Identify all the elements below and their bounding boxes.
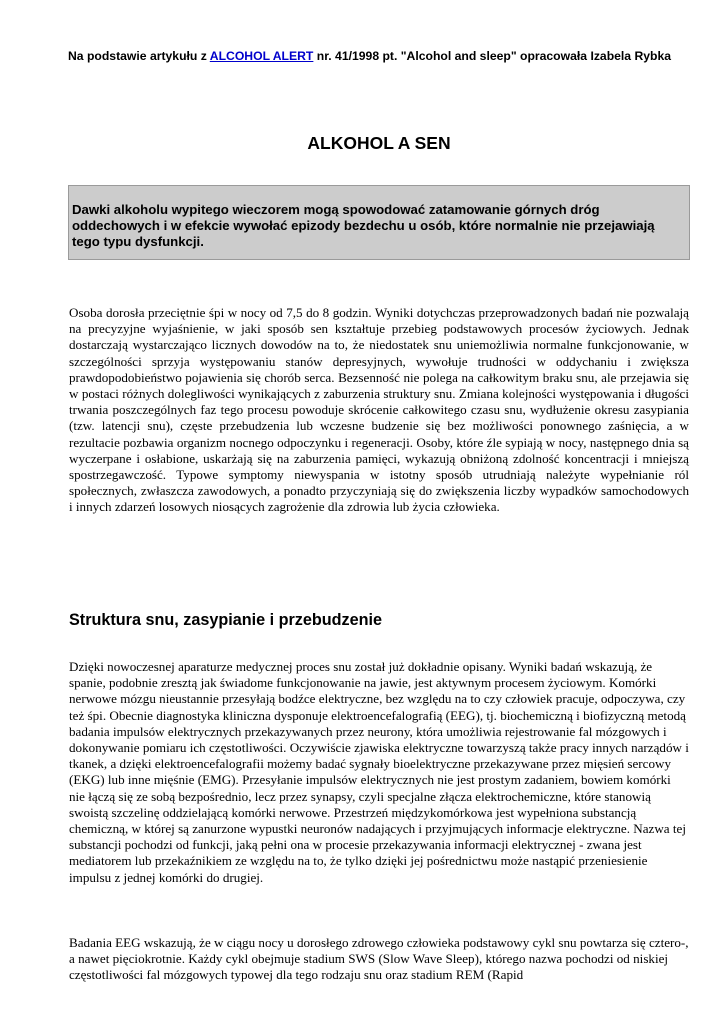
- paragraph-sleep-structure: Dzięki nowoczesnej aparaturze medycznej proces snu został już dokładnie opisany. Wyniki badań wskazują, że spanie, podobnie zresztą jak świadome funkcjonowanie na jawie, jest aktywnym procesem życiowym. Komórki nerwowe mózgu nieustannie przesyłają bodźce elektryczne, bez względu na to czy człowiek pracuje, odpoczywa, czy też śpi. Obecnie diagnostyka kliniczna dysponuje elektroencefalografią (EEG), tj. biochemiczną i biofizyczną metodą badania impulsów elektrycznych przekazywanych przez neurony, która umożliwia rejestrowanie fal mózgowych i dokonywanie pomiaru ich częstotliwości. Oczywiście zjawiska elektryczne towarzyszą także pracy innych narządów i tkanek, a dzięki elektroencefalografii możemy badać sygnały bioelektryczne przekazywane przez mięsień sercowy (EKG) lub inne mięśnie (EMG). Przesyłanie impulsów elektrycznych nie jest prostym zadaniem, bowiem komórki nie łączą się ze sobą bezpośrednio, lecz przez synapsy, czyli specjalne złącza elektrochemiczne, które stanowią swoistą szczelinę oddzielającą komórki nerwowe. Przestrzeń międzykomórkowa jest wypełniona substancją chemiczną, w której są zanurzone wypustki neuronów nadających i przyjmujących informacje elektryczne. Nazwa tej substancji pochodzi od funkcji, jaką pełni ona w procesie przekazywania informacji elektrycznej - zwana jest mediatorem lub przekaźnikiem ze względu na to, że tylko dzięki jej pośrednictwu może nastąpić przeniesienie impulsu z jednej komórki do drugiej.: [69, 659, 689, 885]
- alcohol-alert-link[interactable]: ALCOHOL ALERT: [209, 49, 314, 63]
- paragraph-eeg-cycles: Badania EEG wskazują, że w ciągu nocy u dorosłego zdrowego człowieka podstawowy cykl snu powtarza się cztero-, a nawet pięciokrotnie. Każdy cykl obejmuje stadium SWS (Slow Wave Sleep), którego nazwa pochodzi od niskiej częstotliwości fal mózgowych typowej dla tego rodzaju snu oraz stadium REM (Rapid: [69, 935, 689, 983]
- page-title: ALKOHOL A SEN: [307, 133, 451, 153]
- lead-box: Dawki alkoholu wypitego wieczorem mogą spowodować zatamowanie górnych dróg oddechowych i w efekcie wywołać epizody bezdechu u osób, które normalnie nie przejawiają tego typu dysfunkcji.: [68, 185, 690, 260]
- section-heading: Struktura snu, zasypianie i przebudzenie: [69, 611, 383, 629]
- paragraph-intro: Osoba dorosła przeciętnie śpi w nocy od 7,5 do 8 godzin. Wyniki dotychczas przeprowadzonych badań nie pozwalają na precyzyjne wyjaśnienie, w jaki sposób sen kształtuje przebieg podstawowych procesów życiowych. Jednak dostarczają wystarczająco licznych dowodów na to, że niedostatek snu uniemożliwia normalne funkcjonowanie, w szczególności sprzyja występowaniu stanów depresyjnych, wywołuje trudności w oddychaniu i zwiększa prawdopodobieństwo pojawienia się chorób serca. Bezsenność nie polega na całkowitym braku snu, ale przejawia się w postaci różnych dolegliwości wynikających z zaburzenia struktury snu. Zmiana kolejności występowania i długości trwania poszczególnych faz tego procesu powoduje skrócenie całkowitego czasu snu, wydłużenie okresu zasypiania (tzw. latencji snu), częste przebudzenia lub wczesne budzenie się bez możliwości ponownego zaśnięcia, a w rezultacie pozbawia organizm nocnego odpoczynku i regeneracji. Osoby, które źle sypiają w nocy, następnego dnia są wyczerpane i osłabione, uskarżają się na zaburzenia pamięci, wykazują obniżoną zdolność koncentracji i mniejszą spostrzegawczość. Typowe symptomy niewyspania w istotny sposób utrudniają należyte wypełnianie ról społecznych, zwłaszcza zawodowych, a ponadto przyczyniają się do zwiększenia liczby wypadków samochodowych i innych zdarzeń losowych niosących zagrożenie dla zdrowia lub życia człowieka.: [69, 305, 689, 515]
- source-suffix: nr. 41/1998 pt. "Alcohol and sleep" opracowała Izabela Rybka: [313, 49, 672, 63]
- source-note: [68, 48, 688, 64]
- source-prefix: Na podstawie artykułu z: [68, 49, 210, 63]
